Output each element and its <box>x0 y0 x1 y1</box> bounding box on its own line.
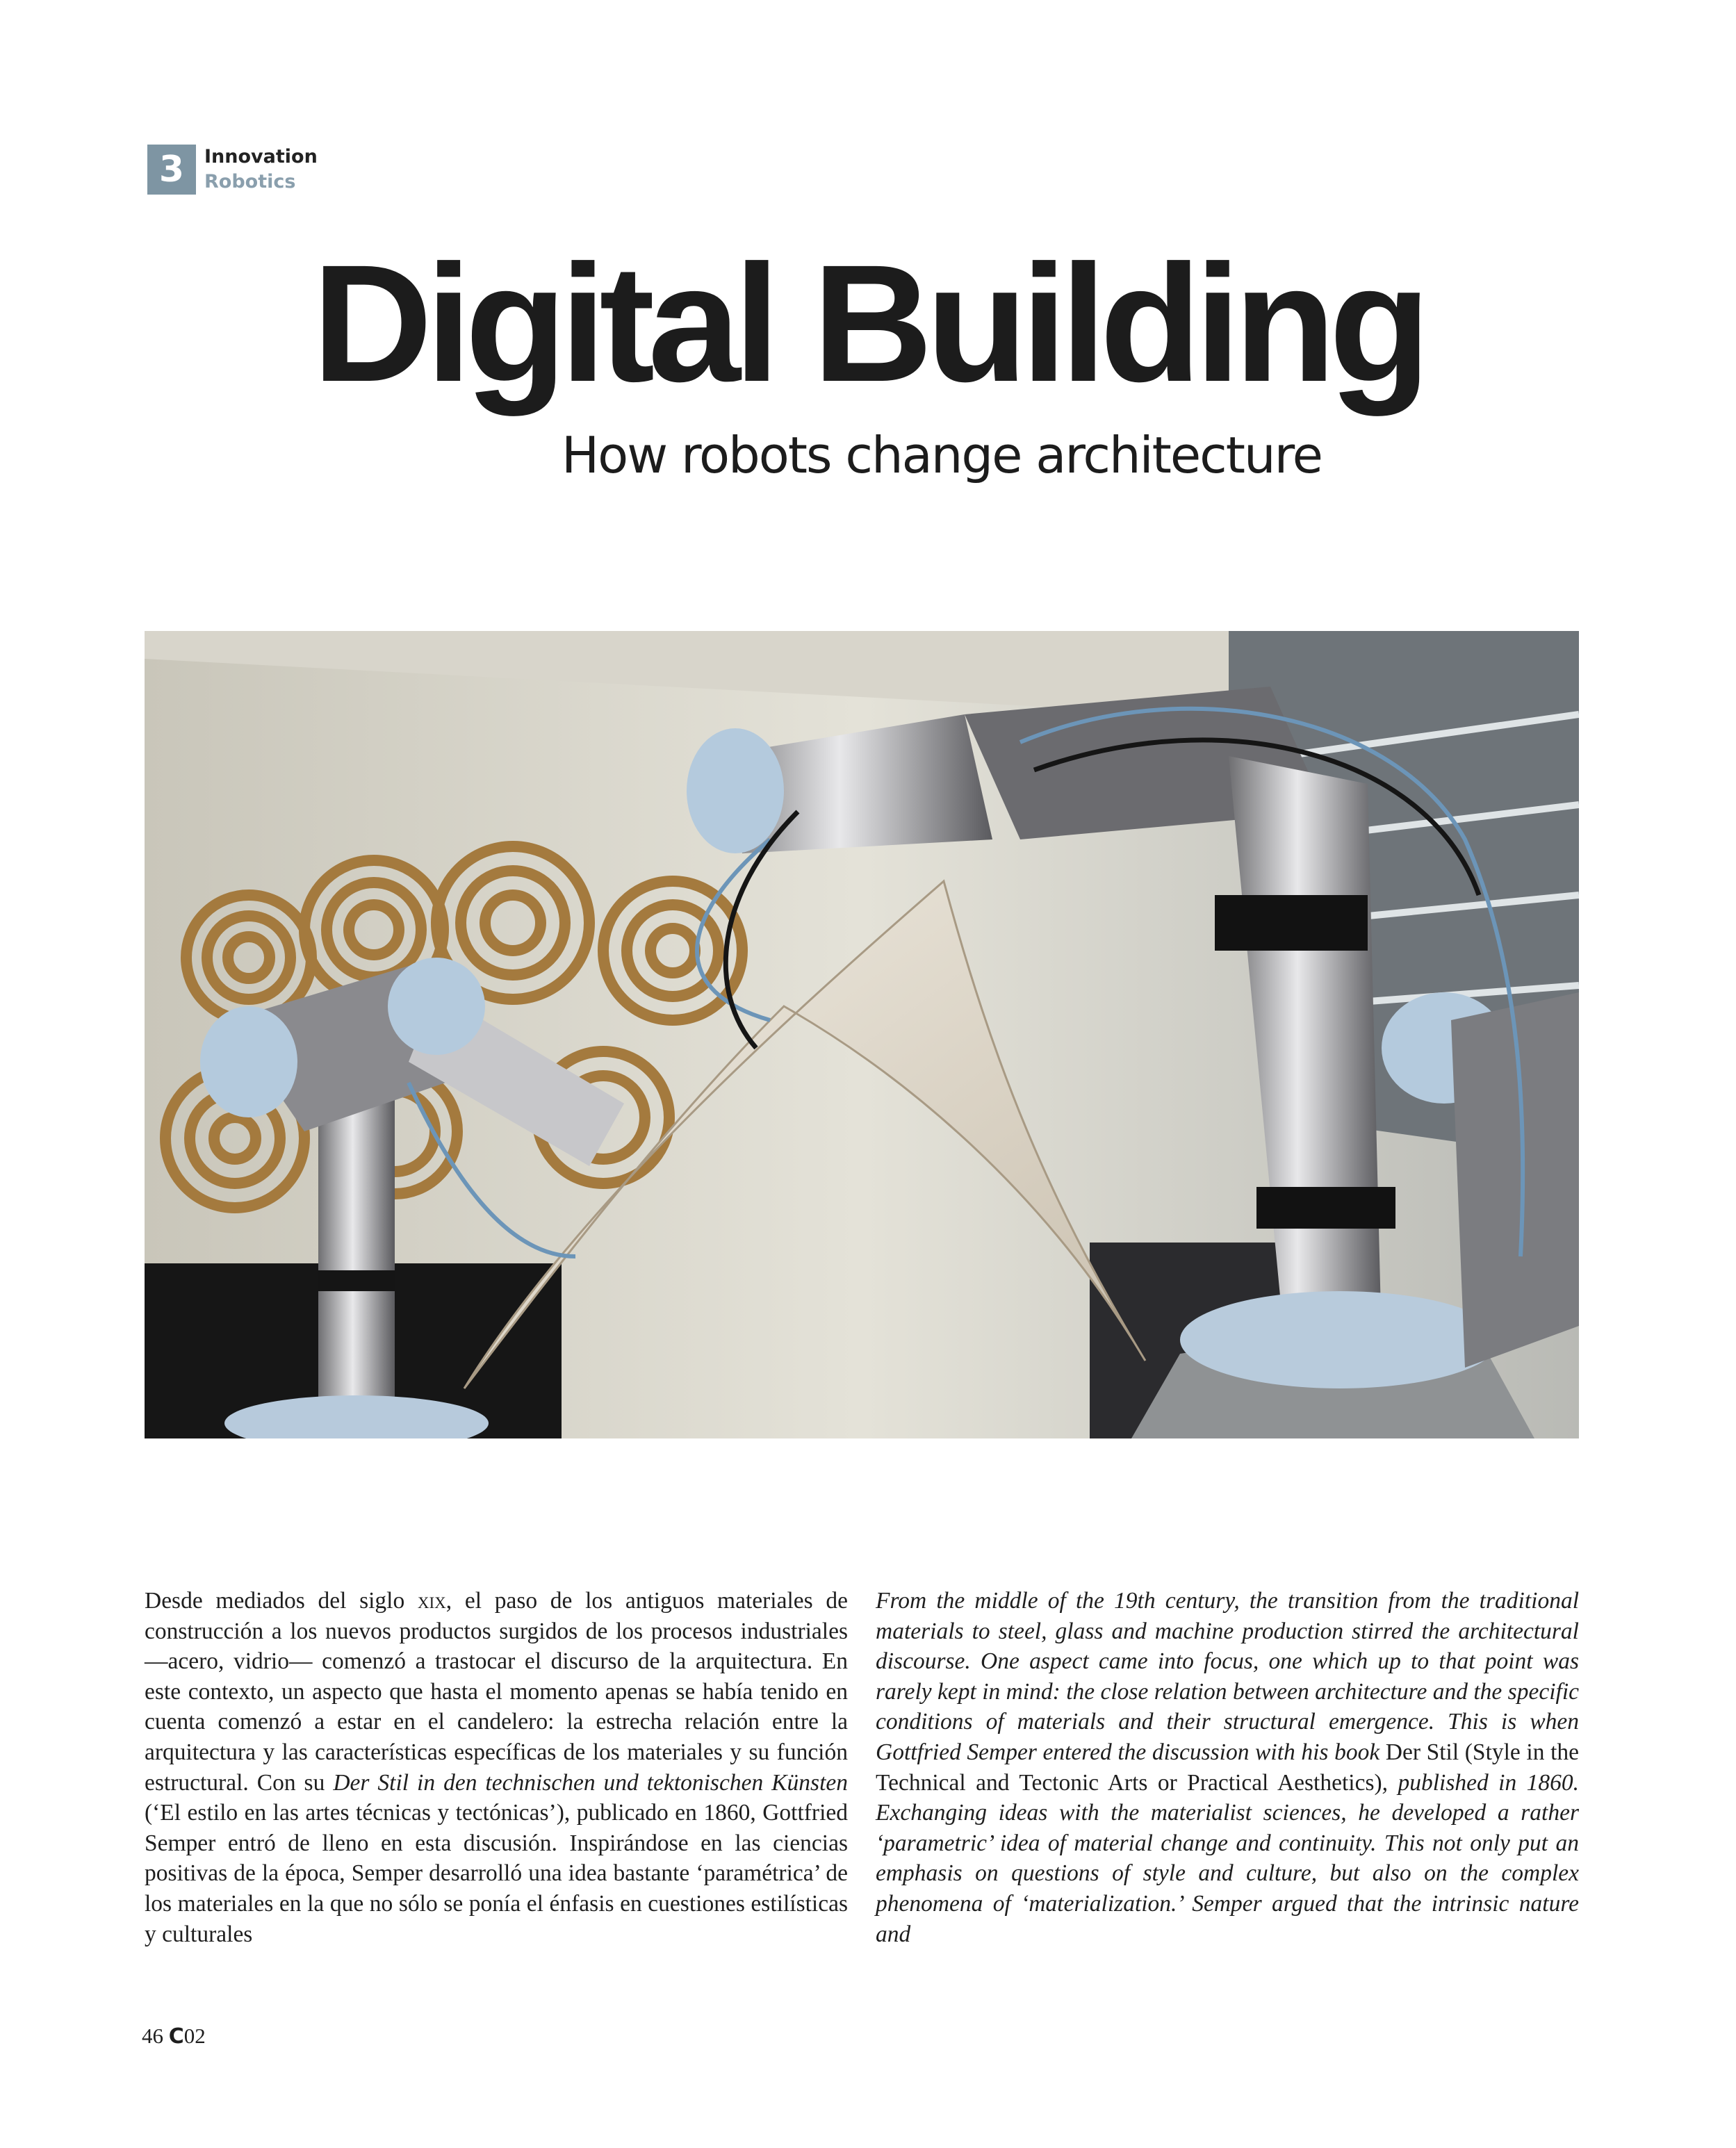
section-number: 3 <box>147 145 196 195</box>
section-labels <box>204 145 318 195</box>
spanish-book-title: Der Stil in den technischen und tektonischen Künsten <box>333 1769 848 1796</box>
section-subcategory: Robotics <box>204 171 296 192</box>
section-category: Innovation <box>204 146 318 167</box>
issue-number: 02 <box>183 2024 206 2048</box>
english-paragraph <box>876 1586 1579 1949</box>
article-title: Digital Building <box>312 230 1424 416</box>
english-text-a: From the middle of the 19th century, the transition from the traditional materials to steel, glass and machine production stirred the architectural discourse. One aspect came into focus, one which up to that point was rarely kept in mind: the close relation between architecture and the specific conditions of materials and their structural emergence. This is when Gottfried Semper entered the discussion with his book <box>876 1588 1579 1765</box>
spanish-text-a: Desde mediados del siglo <box>145 1588 418 1614</box>
spanish-text-c: (‘El estilo en las artes técnicas y tectónicas’), publicado en 1860, Gottfried Semper entró de lleno en esta discusión. Inspirándose en las ciencias positivas de la época, Semper desarrolló una idea bastante ‘paramétrica’ de los materiales en la que no sólo se ponía el énfasis en cuestiones estilísticas y culturales <box>145 1800 848 1947</box>
page-number: 46 <box>142 2024 163 2048</box>
english-text-c: , published in 1860. Exchanging ideas with the materialist sciences, he developed a rather ‘parametric’ idea of material change and continuity. This not only put an emphasis on questions of style and culture, but also on the complex phenomena of ‘materialization.’ Semper argued that the intrinsic nature and <box>876 1769 1579 1947</box>
spanish-text-b: , el paso de los antiguos materiales de construcción a los nuevos productos surgidos de los procesos industriales —acero, vidrio— comenzó a trastocar el discurso de la arquitectura. En este contexto, un aspecto que hasta el momento apenas se había tenido en cuenta comenzó a estar en el candelero: la estrecha relación entre la arquitectura y las características específicas de los materiales y su función estructural. Con su <box>145 1588 848 1796</box>
section-tag <box>147 145 318 195</box>
body-column-english <box>876 1586 1579 1949</box>
magazine-logo: C <box>168 2024 184 2049</box>
page-footer <box>142 2022 206 2051</box>
spanish-century: xix <box>417 1588 446 1614</box>
body-column-spanish <box>145 1586 848 1949</box>
spanish-paragraph <box>145 1586 848 1949</box>
article-subtitle: How robots change architecture <box>562 426 1322 484</box>
english-book-title: Der Stil (Style in the Technical and Tectonic Arts or Practical Aesthetics) <box>876 1739 1579 1796</box>
lead-photo <box>145 631 1579 1438</box>
